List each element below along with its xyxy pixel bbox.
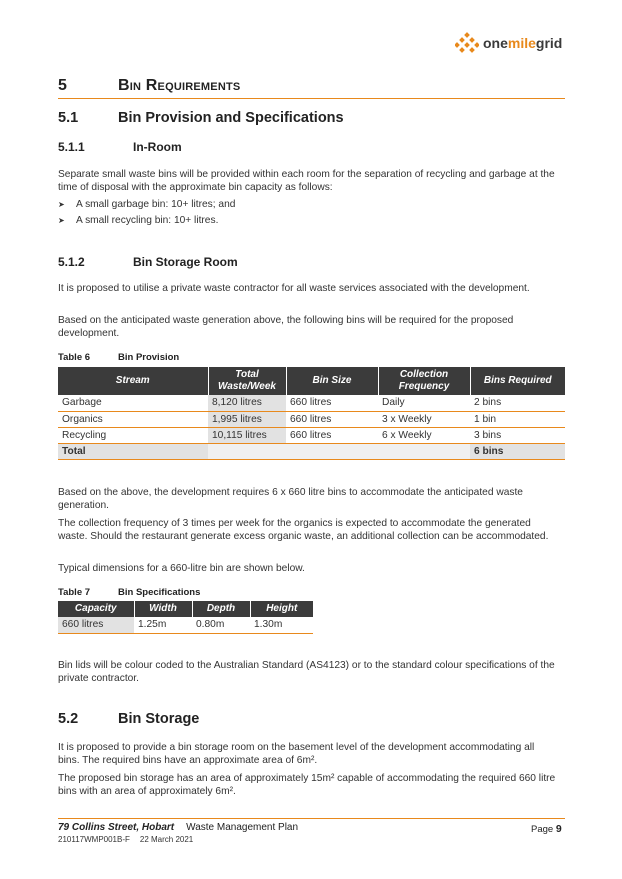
- col-header-height: Height: [250, 601, 313, 617]
- grid-diamond-icon: [455, 32, 479, 54]
- bin-storage-paragraph-1: It is proposed to provide a bin storage room on the basement level of the development accommodating all bins. The required bins have an approximate area of 6m².: [58, 742, 535, 766]
- col-header-depth: Depth: [192, 601, 250, 617]
- footer-ref: 210117WMP001B-F: [58, 835, 130, 844]
- company-logo: [455, 32, 562, 54]
- table-row: Organics 1,995 litres 660 litres 3 x Weekly 1 bin: [58, 411, 565, 427]
- col-header-capacity: Capacity: [58, 601, 134, 617]
- list-item: ➤ A small garbage bin: 10+ litres; and: [58, 197, 235, 213]
- in-room-bullet-list: [58, 197, 235, 229]
- storage-room-paragraph-1: It is proposed to utilise a private waste contractor for all waste services associated with the development.: [58, 283, 530, 294]
- footer-reference: [58, 835, 193, 844]
- collection-frequency-paragraph: The collection frequency of 3 times per week for the organics is expected to accommodate the generated waste. Should the restaurant generate excess organic waste, an additional collection can be accommodated.: [58, 518, 549, 542]
- bin-specifications-table: [58, 601, 313, 634]
- col-header-width: Width: [134, 601, 192, 617]
- section-heading: [58, 77, 565, 99]
- subsection-heading-5-1: 5.1 Bin Provision and Specifications: [58, 110, 344, 126]
- footer-divider: [58, 818, 565, 819]
- table-row: Recycling 10,115 litres 660 litres 6 x Weekly 3 bins: [58, 427, 565, 443]
- arrow-bullet-icon: ➤: [58, 216, 65, 225]
- footer-doc-title: Waste Management Plan: [186, 822, 299, 833]
- bin-lids-paragraph: Bin lids will be colour coded to the Australian Standard (AS4123) or to the standard colour specifications of the private contractor.: [58, 660, 555, 684]
- list-item: ➤ A small recycling bin: 10+ litres.: [58, 213, 235, 229]
- subsubsection-heading-5-1-1: 5.1.1 In-Room: [58, 140, 182, 154]
- table-7-caption: Table 7 Bin Specifications: [58, 587, 201, 598]
- storage-room-paragraph-2: Based on the anticipated waste generation above, the following bins will be required for the proposed development.: [58, 315, 514, 339]
- footer-title: [58, 822, 298, 833]
- col-header-bins-required: Bins Required: [470, 367, 565, 395]
- in-room-paragraph: Separate small waste bins will be provided within each room for the separation of recycling and garbage at the time of disposal with the approximate bin capacity as follows:: [58, 169, 555, 193]
- table-6-caption: Table 6 Bin Provision: [58, 352, 180, 363]
- bins-summary-paragraph: Based on the above, the development requires 6 x 660 litre bins to accommodate the anticipated waste generation.: [58, 487, 523, 511]
- bin-storage-paragraph-2: The proposed bin storage has an area of approximately 15m² capable of accommodating the required 660 litre bins with an area of approximately 6m².: [58, 773, 556, 797]
- table-row: 660 litres 1.25m 0.80m 1.30m: [58, 617, 313, 633]
- section-title: Bin Requirements: [118, 77, 241, 94]
- col-header-total-waste: Total Waste/Week: [208, 367, 286, 395]
- typical-dimensions-paragraph: Typical dimensions for a 660-litre bin are shown below.: [58, 563, 305, 574]
- table-total-row: [58, 443, 565, 459]
- total-value: 6 bins: [470, 443, 565, 459]
- arrow-bullet-icon: ➤: [58, 200, 65, 209]
- section-number: 5: [58, 77, 67, 94]
- page-number: Page 9: [531, 823, 562, 835]
- subsubsection-heading-5-1-2: 5.1.2 Bin Storage Room: [58, 255, 238, 269]
- col-header-stream: Stream: [58, 367, 208, 395]
- table-header-row: [58, 367, 565, 395]
- bin-provision-table: [58, 367, 565, 460]
- footer-address: 79 Collins Street, Hobart: [58, 822, 175, 833]
- col-header-collection-frequency: Collection Frequency: [378, 367, 470, 395]
- col-header-bin-size: Bin Size: [286, 367, 378, 395]
- total-label: Total: [58, 443, 208, 459]
- table-header-row: [58, 601, 313, 617]
- logo-wordmark: onemilegrid: [483, 35, 563, 51]
- footer-date: 22 March 2021: [139, 835, 194, 844]
- table-row: Garbage 8,120 litres 660 litres Daily 2 bins: [58, 395, 565, 411]
- subsection-heading-5-2: 5.2 Bin Storage: [58, 711, 200, 727]
